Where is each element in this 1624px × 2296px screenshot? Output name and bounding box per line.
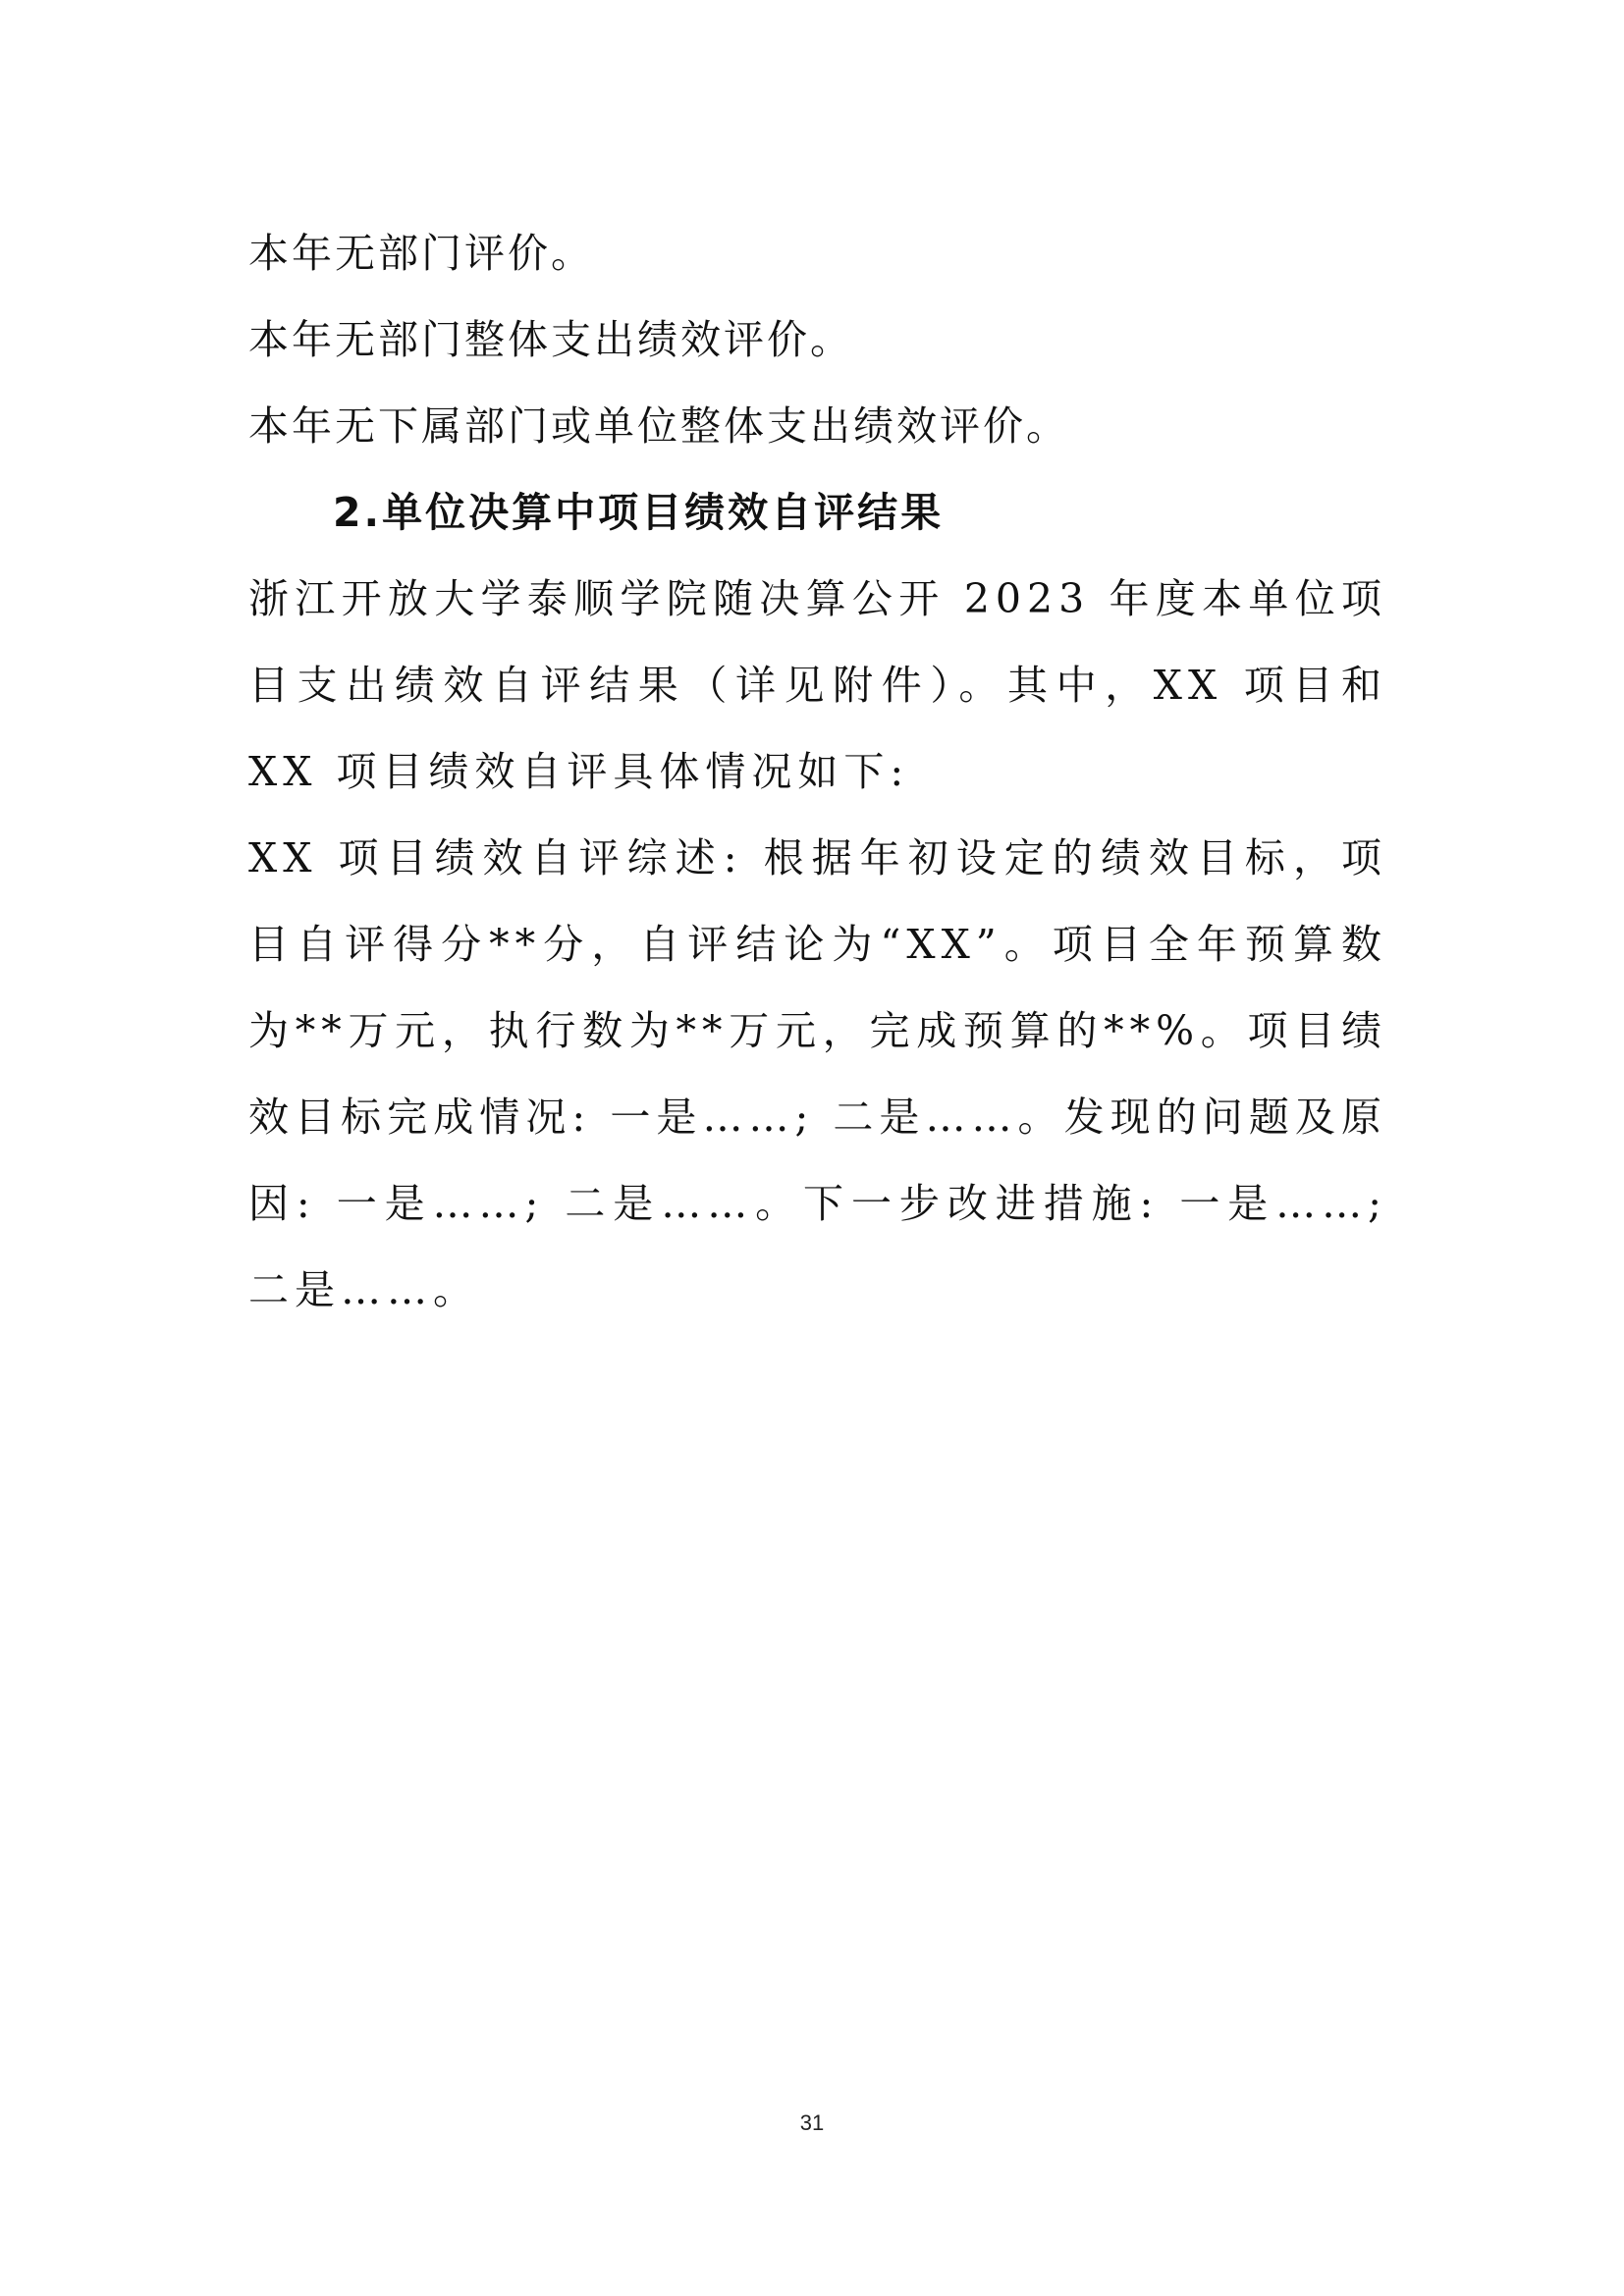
self-evaluation-intro-paragraph: 浙江开放大学泰顺学院随决算公开 2023 年度本单位项目支出绩效自评结果（详见附件）。其中，XX 项目和 XX 项目绩效自评具体情况如下: bbox=[248, 575, 1387, 795]
project-self-evaluation-summary-paragraph: XX 项目绩效自评综述: 根据年初设定的绩效目标，项目自评得分**分，自评结论为“XX”。项目全年预算数为**万元，执行数为**万元，完成预算的**%。项目绩效目标完成情况: 一是……; 二是……。发现的问题及原因: 一是……; 二是……。下一步改进措施: 一是……; 二是……。 bbox=[248, 834, 1387, 1313]
no-department-overall-evaluation-line: 本年无部门整体支出绩效评价。 bbox=[248, 316, 853, 363]
page-number: 31 bbox=[799, 2110, 825, 2135]
no-department-evaluation-line: 本年无部门评价。 bbox=[248, 230, 594, 277]
no-subordinate-evaluation-line: 本年无下属部门或单位整体支出绩效评价。 bbox=[248, 402, 1069, 450]
page-content bbox=[248, 210, 1387, 1333]
section-heading: 2.单位决算中项目绩效自评结果 bbox=[333, 489, 945, 536]
